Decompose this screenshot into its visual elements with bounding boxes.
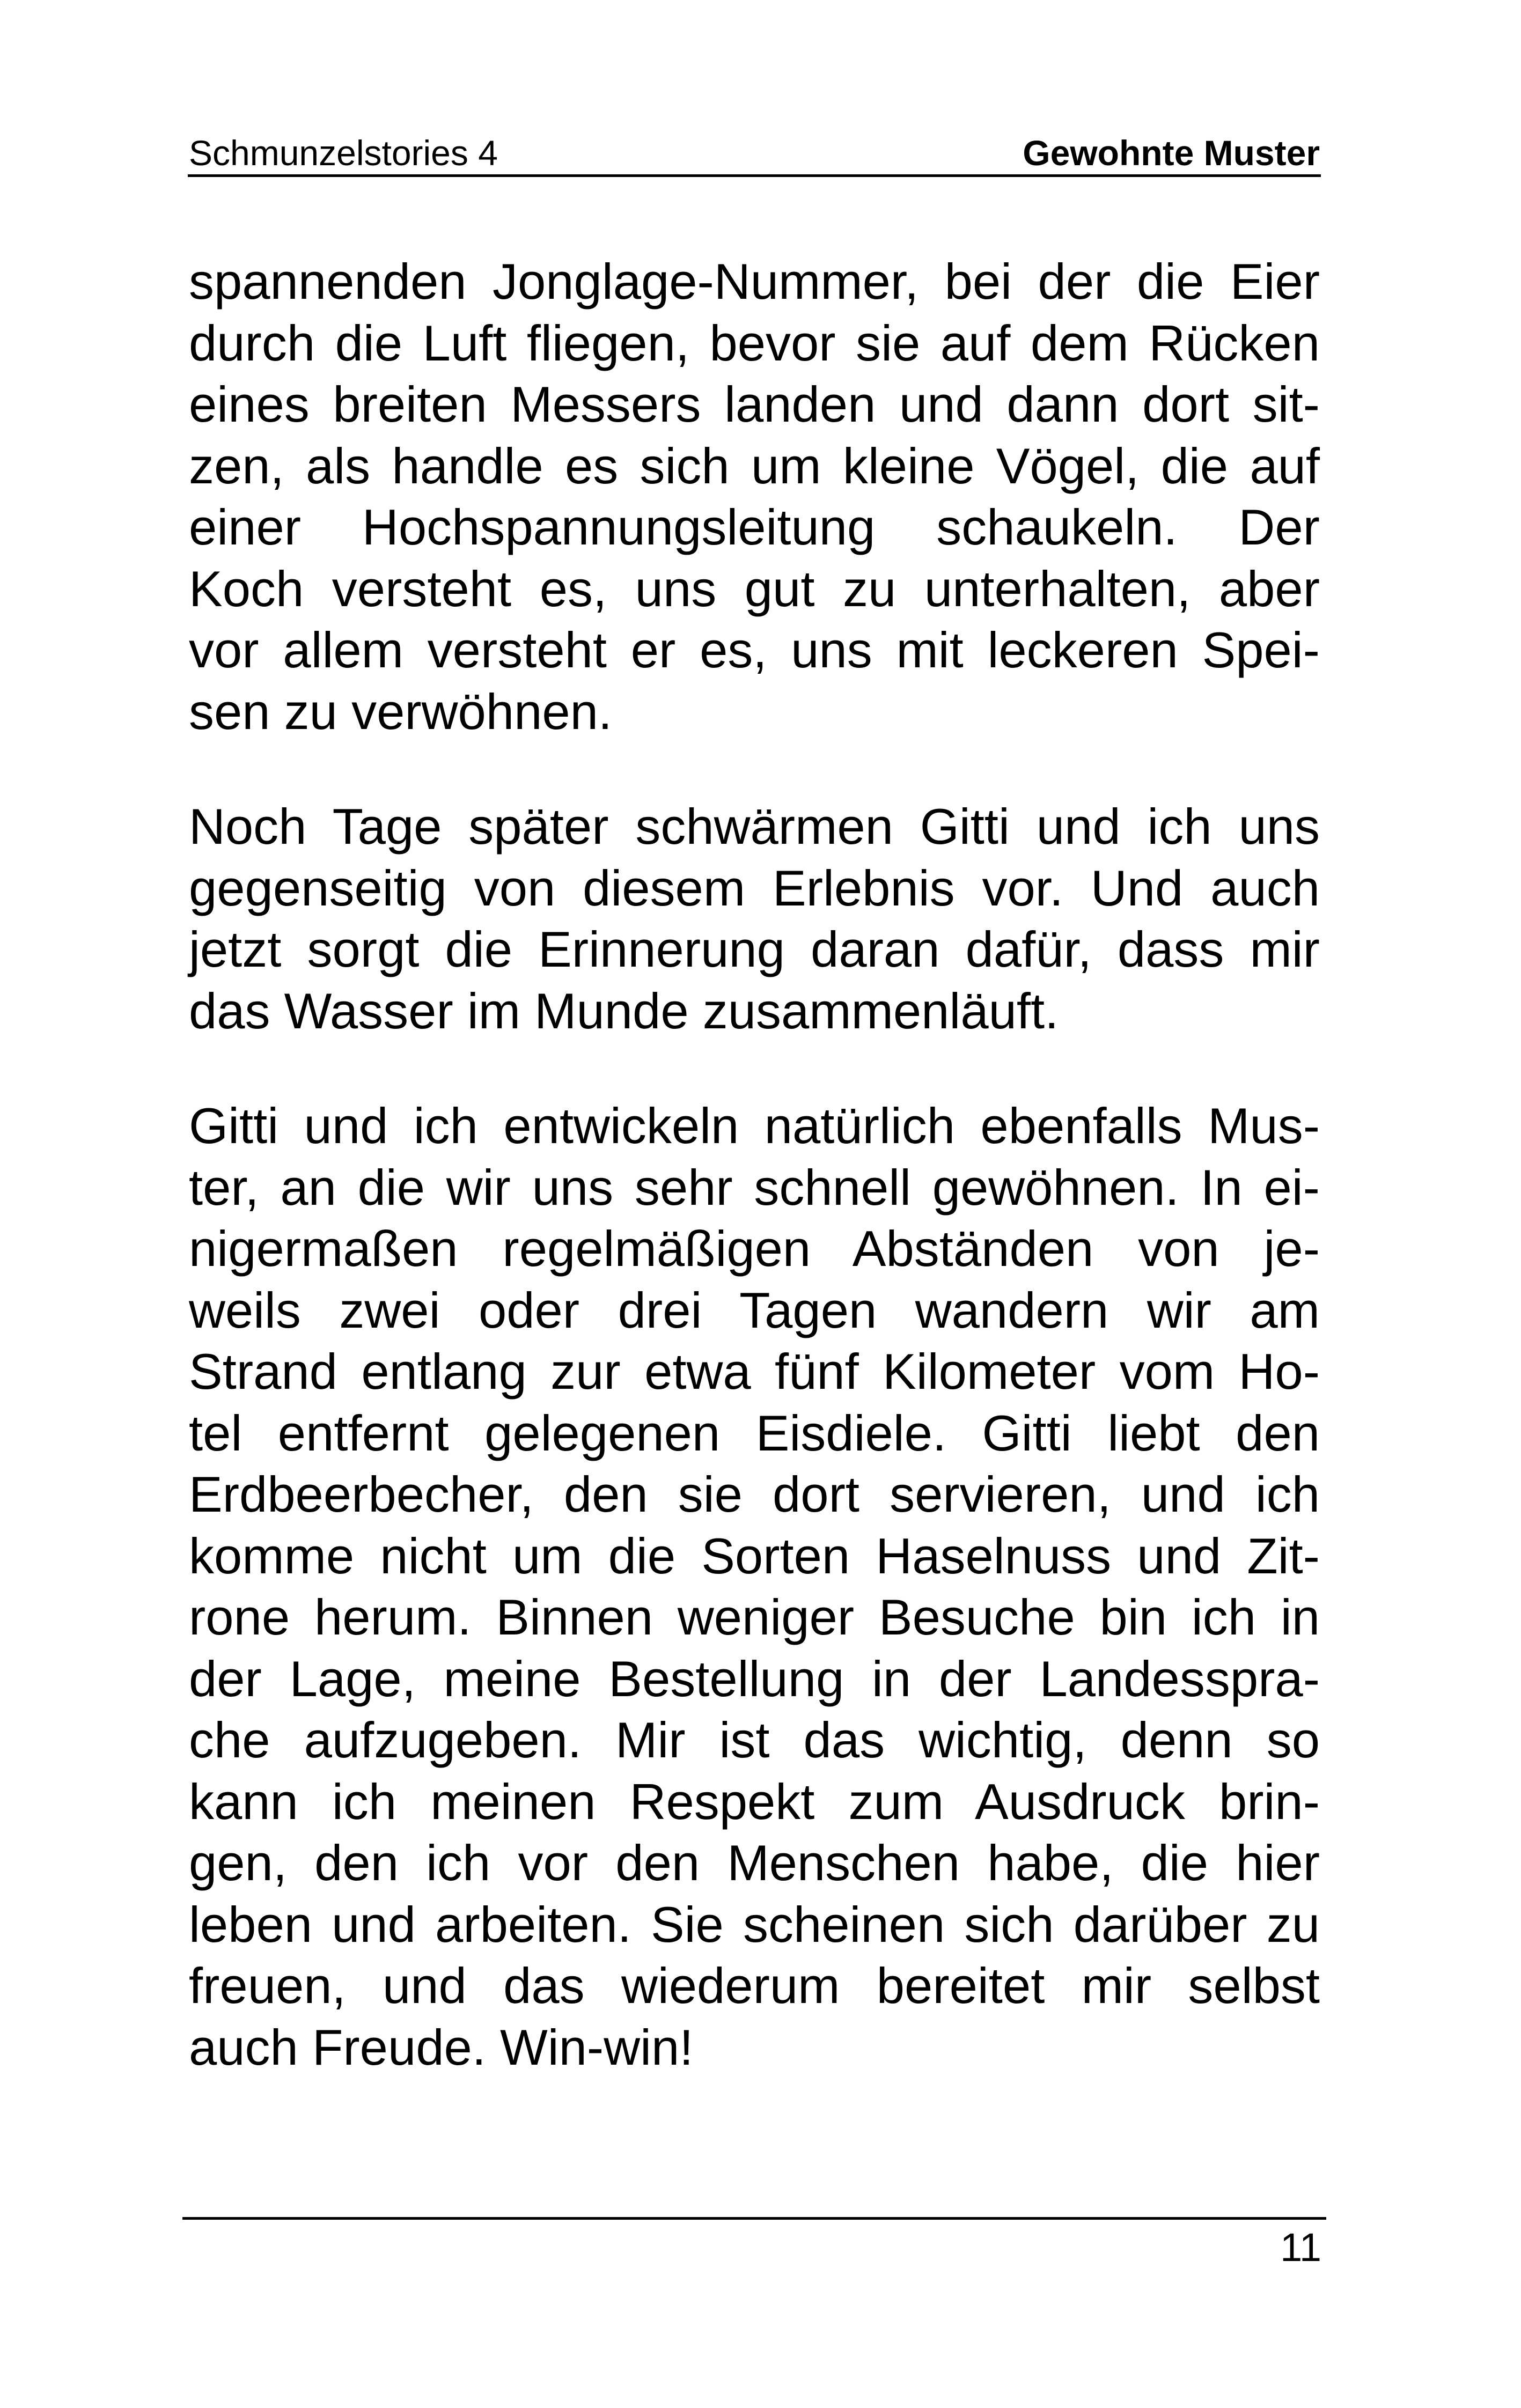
- paragraph-gap: [189, 1042, 1320, 1095]
- running-header: [188, 129, 1321, 177]
- chapter-title: Gewohnte Muster: [1023, 133, 1320, 173]
- text-line: weils zwei oder drei Tagen wandern wir am: [189, 1282, 1320, 1338]
- text-line: gegenseitig von diesem Erlebnis vor. Und auch: [189, 859, 1320, 916]
- text-line: leben und arbeiten. Sie scheinen sich darüber zu: [189, 1896, 1320, 1953]
- text-line: eines breiten Messers landen und dann dort sit-: [189, 376, 1320, 432]
- paragraph-1: [189, 251, 1320, 742]
- text-line: einer Hochspannungsleitung schaukeln. Der: [189, 499, 1320, 555]
- paragraph-2: [189, 796, 1320, 1042]
- text-line: Erdbeerbecher, den sie dort servieren, und ich: [189, 1466, 1320, 1522]
- body-text: [189, 251, 1320, 2078]
- text-line: Strand entlang zur etwa fünf Kilometer vom Ho-: [189, 1343, 1320, 1400]
- text-line: rone herum. Binnen weniger Besuche bin ich in: [189, 1589, 1320, 1645]
- text-line: auch Freude. Win-win!: [189, 2019, 694, 2075]
- text-line: ter, an die wir uns sehr schnell gewöhnen. In ei-: [189, 1159, 1320, 1216]
- text-line: Koch versteht es, uns gut zu unterhalten, aber: [189, 560, 1320, 617]
- book-title: Schmunzelstories 4: [189, 133, 498, 173]
- text-line: kann ich meinen Respekt zum Ausdruck brin-: [189, 1773, 1320, 1830]
- text-line: vor allem versteht er es, uns mit leckeren Spei-: [189, 622, 1320, 678]
- text-line: zen, als handle es sich um kleine Vögel, die auf: [189, 437, 1320, 494]
- text-line: durch die Luft fliegen, bevor sie auf dem Rücken: [189, 314, 1320, 371]
- text-line: Noch Tage später schwärmen Gitti und ich uns: [189, 798, 1320, 855]
- text-line: tel entfernt gelegenen Eisdiele. Gitti liebt den: [189, 1404, 1320, 1461]
- footer-rule: [182, 2217, 1326, 2220]
- text-line: gen, den ich vor den Menschen habe, die hier: [189, 1835, 1320, 1891]
- page-number: 11: [1280, 2225, 1321, 2270]
- text-line: das Wasser im Munde zusammenläuft.: [189, 982, 1059, 1039]
- text-line: der Lage, meine Bestellung in der Landesspra-: [189, 1650, 1320, 1707]
- text-line: che aufzugeben. Mir ist das wichtig, denn so: [189, 1712, 1320, 1768]
- text-line: sen zu verwöhnen.: [189, 683, 613, 740]
- text-line: jetzt sorgt die Erinnerung daran dafür, dass mir: [189, 921, 1320, 977]
- text-line: komme nicht um die Sorten Haselnuss und Zit-: [189, 1527, 1320, 1584]
- text-line: nigermaßen regelmäßigen Abständen von je-: [189, 1220, 1320, 1277]
- paragraph-3: [189, 1095, 1320, 2078]
- paragraph-gap: [189, 742, 1320, 796]
- text-line: spannenden Jonglage-Nummer, bei der die Eier: [189, 253, 1320, 310]
- text-line: Gitti und ich entwickeln natürlich ebenfalls Mus-: [189, 1098, 1320, 1154]
- text-line: freuen, und das wiederum bereitet mir selbst: [189, 1957, 1320, 2014]
